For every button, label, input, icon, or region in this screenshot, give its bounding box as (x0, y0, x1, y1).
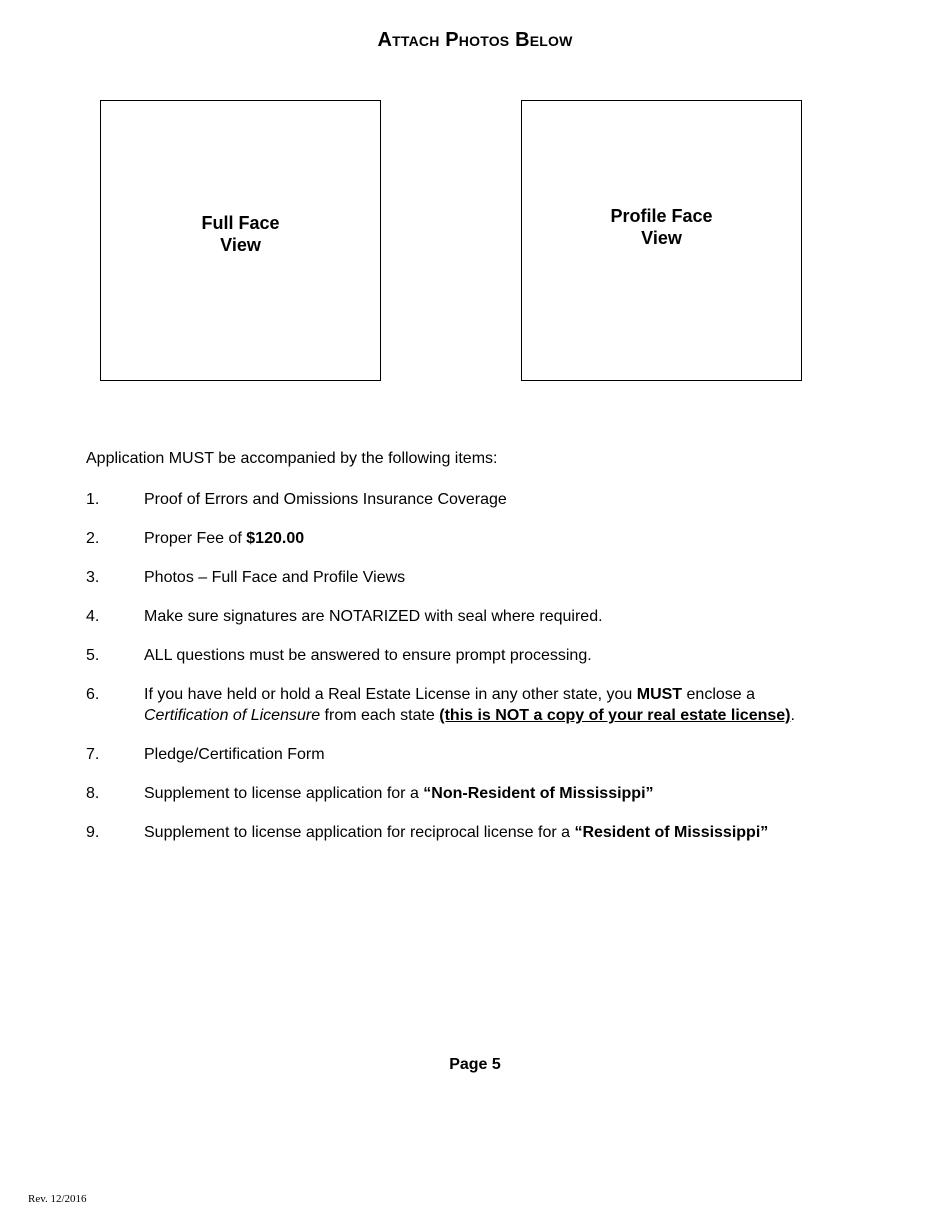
requirements-intro: Application MUST be accompanied by the following items: (86, 450, 498, 467)
list-item: 6. If you have held or hold a Real Estate License in any other state, you MUST enclose a Certification of Licensure from each state (this is NOT a copy of your real estate license). (86, 686, 795, 724)
fee-amount: $120.00 (246, 530, 305, 547)
list-item: 2. Proper Fee of $120.00 (86, 530, 305, 547)
list-item: 5. ALL questions must be answered to ensure prompt processing. (86, 647, 592, 664)
page-number: Page 5 (449, 1056, 501, 1073)
list-item: 9. Supplement to license application for reciprocal license for a “Resident of Mississippi” (86, 824, 769, 841)
license-note: (this is NOT a copy of your real estate license) (439, 707, 791, 724)
profile-face-photo-box[interactable] (521, 100, 802, 381)
full-face-photo-box[interactable] (100, 100, 381, 381)
page-title: Attach Photos Below (377, 29, 573, 51)
list-item: 4. Make sure signatures are NOTARIZED with seal where required. (86, 608, 603, 625)
profile-face-label: Profile Face View (610, 206, 713, 248)
list-item: 1. Proof of Errors and Omissions Insurance Coverage (86, 491, 507, 508)
list-item: 3. Photos – Full Face and Profile Views (86, 569, 406, 586)
list-item: 7. Pledge/Certification Form (86, 746, 325, 763)
revision-date: Rev. 12/2016 (28, 1193, 87, 1205)
full-face-label: Full Face View (201, 213, 280, 255)
requirements-list (86, 489, 866, 861)
list-item: 8. Supplement to license application for a “Non-Resident of Mississippi” (86, 785, 654, 802)
